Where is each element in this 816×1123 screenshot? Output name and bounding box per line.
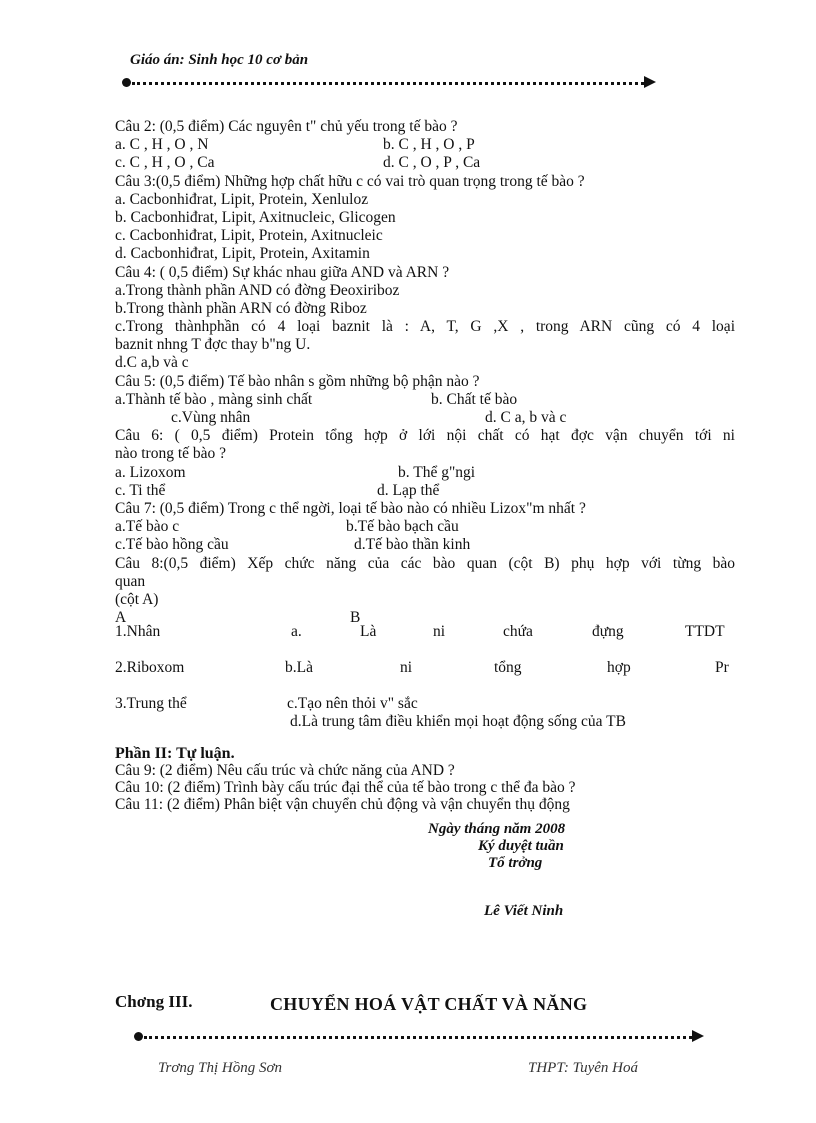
part-2-essay <box>115 745 735 813</box>
q6-option-a: a. Lizoxom <box>115 463 186 481</box>
match-cell: Pr <box>715 659 729 676</box>
q6-option-c: c. Ti thể <box>115 481 166 499</box>
q2-options-ab <box>115 136 735 154</box>
match-cell: Là <box>360 623 377 640</box>
footer-rule-dot <box>134 1032 143 1041</box>
q8-stem-line1: Câu 8:(0,5 điểm) Xếp chức năng của các bào quan (cột B) phụ hợp với từng bào <box>115 554 735 572</box>
q7-option-d: d.Tế bào thần kinh <box>354 536 471 554</box>
match-cell: TTDT <box>685 623 725 640</box>
footer-dotted-rule <box>144 1036 692 1039</box>
q4-stem: Câu 4: ( 0,5 điểm) Sự khác nhau giữa AND và ARN ? <box>115 263 450 281</box>
match-cell: hợp <box>607 659 631 676</box>
signature-reviewed: Ký duyệt tuần <box>478 838 564 854</box>
q4-option-d: d.C a,b và c <box>115 354 189 372</box>
chapter-title: CHUYỂN HOÁ VẬT CHẤT VÀ NĂNG <box>270 994 588 1014</box>
q2-stem: Câu 2: (0,5 điểm) Các nguyên t" chủ yếu trong tế bào ? <box>115 118 458 135</box>
page-header-title: Giáo án: Sinh học 10 cơ bản <box>130 52 309 68</box>
q6-stem-line2: nào trong tế bào ? <box>115 445 227 463</box>
q5-stem: Câu 5: (0,5 điểm) Tế bào nhân s gồm những bộ phận nào ? <box>115 372 480 390</box>
q5-option-c: c.Vùng nhân <box>171 409 251 426</box>
q6-options-ab <box>115 464 735 482</box>
chapter-label: Chơng III. <box>115 992 193 1011</box>
q3-option-d: d. Cacbonhiđrat, Lipit, Protein, Axitamin <box>115 245 370 263</box>
q3-option-c: c. Cacbonhiđrat, Lipit, Protein, Axitnucleic <box>115 227 383 245</box>
q2-option-a: a. C , H , O , N <box>115 136 209 154</box>
footer-school: THPT: Tuyên Hoá <box>528 1060 639 1076</box>
q6-option-b: b. Thể g"ngi <box>398 463 476 481</box>
q10: Câu 10: (2 điểm) Trình bày cấu trúc đại thể của tế bào trong c thể đa bào ? <box>115 779 576 796</box>
match-cell: ni <box>400 659 413 676</box>
q5-option-b: b. Chất tế bào <box>431 390 518 408</box>
signature-date: Ngày tháng năm 2008 <box>428 821 566 837</box>
header-rule-dot <box>122 78 131 87</box>
header-dotted-rule <box>132 82 644 85</box>
q7-option-a: a.Tế bào c <box>115 518 180 536</box>
q9: Câu 9: (2 điểm) Nêu cấu trúc và chức năng của AND ? <box>115 762 455 779</box>
q3-option-b: b. Cacbonhiđrat, Lipit, Axitnucleic, Glicogen <box>115 208 396 226</box>
q7-option-b: b.Tế bào bạch cầu <box>346 518 459 536</box>
q6-option-d: d. Lạp thể <box>377 481 440 499</box>
match-cell: tổng <box>494 659 522 676</box>
q2-option-b: b. C , H , O , P <box>383 136 475 154</box>
q2-options-cd <box>115 154 735 172</box>
footer-rule-arrow-icon <box>692 1030 704 1042</box>
q5-option-d: d. C a, b và c <box>485 409 567 426</box>
q7-option-c: c.Tế bào hồng cầu <box>115 536 229 554</box>
match-cell: d.Là trung tâm điều khiển mọi hoạt động sống của TB <box>290 713 626 730</box>
column-a-label: A <box>115 609 127 627</box>
match-cell: đựng <box>592 623 624 640</box>
q7-options-cd <box>115 536 735 554</box>
match-cell: b.Là <box>285 659 313 676</box>
q4-option-c-line1: c.Trong thànhphần có 4 loại baznit là : A, T, G ,X , trong ARN cũng có 4 loại <box>115 318 735 336</box>
matching-row-3 <box>115 695 735 715</box>
q5-options-cd <box>115 409 735 427</box>
q2-option-c: c. C , H , O , Ca <box>115 154 215 172</box>
matching-row-4 <box>115 713 735 733</box>
signature-name: Lê Viết Ninh <box>484 903 564 919</box>
matching-row-1 <box>115 623 735 643</box>
q3-stem: Câu 3:(0,5 điểm) Những hợp chất hữu c có vai trò quan trọng trong tế bào ? <box>115 172 585 190</box>
match-cell: ni <box>433 623 446 640</box>
column-b-label: B <box>350 609 361 627</box>
q3-option-a: a. Cacbonhiđrat, Lipit, Protein, Xenluloz <box>115 190 369 208</box>
q6-options-cd <box>115 482 735 500</box>
match-cell: a. <box>291 623 302 640</box>
q2-option-d: d. C , O , P , Ca <box>383 154 481 172</box>
match-cell: 2.Riboxom <box>115 659 185 676</box>
match-cell: c.Tạo nên thỏi v" sắc <box>287 695 418 712</box>
q7-stem: Câu 7: (0,5 điểm) Trong c thể ngời, loại tế bào nào có nhiều Lizox"m nhất ? <box>115 499 586 517</box>
q6-stem-line1: Câu 6: ( 0,5 điểm) Protein tổng hợp ở lới nội chất có hạt đợc vận chuyển tới ni <box>115 427 735 445</box>
q11: Câu 11: (2 điểm) Phân biệt vận chuyển chủ động và vận chuyển thụ động <box>115 796 570 813</box>
header-rule-arrow-icon <box>644 76 656 88</box>
matching-row-2 <box>115 659 735 679</box>
footer-author: Trơng Thị Hồng Sơn <box>158 1060 282 1076</box>
match-cell: 3.Trung thể <box>115 695 187 712</box>
q8-stem-line3: (cột A) <box>115 590 159 608</box>
q4-option-a: a.Trong thành phần AND có đờng Đeoxiriboz <box>115 281 400 299</box>
question-list <box>115 118 735 627</box>
q5-options-ab <box>115 391 735 409</box>
q8-stem-line2: quan <box>115 572 146 590</box>
match-cell: 1.Nhân <box>115 623 161 640</box>
q4-option-b: b.Trong thành phần ARN có đờng Riboz <box>115 299 367 317</box>
q4-option-c-line2: baznit nhng T đợc thay b"ng U. <box>115 336 311 354</box>
match-cell: chứa <box>503 623 533 640</box>
q7-options-ab <box>115 518 735 536</box>
part-2-heading: Phần II: Tự luận. <box>115 745 235 762</box>
q5-option-a: a.Thành tế bào , màng sinh chất <box>115 390 313 408</box>
signature-role: Tổ trởng <box>488 855 543 871</box>
